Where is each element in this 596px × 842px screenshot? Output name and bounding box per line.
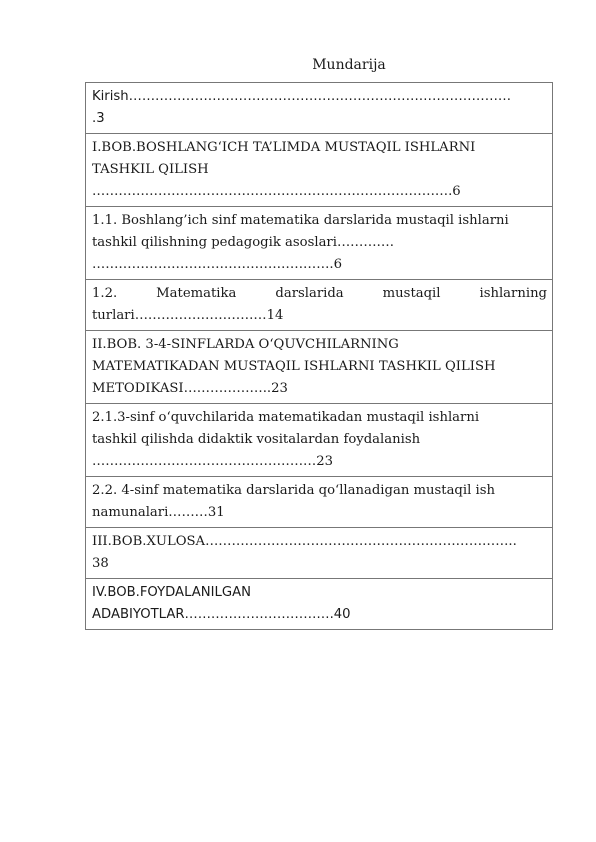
toc-entry-line: namunalari………31 [92,505,225,520]
toc-entry [86,83,553,134]
toc-entry-line: 1.2. Matematika darslarida mustaqil ishlarning [92,286,547,301]
toc-entry-line: ……………………………………………….6 [92,257,342,272]
toc-row-section-2-1 [86,404,553,477]
toc-entry-line: tashkil qilishning pedagogik asoslari…………. [92,235,394,250]
toc-entry-line: ADABIYOTLAR…………………………….40 [92,607,351,622]
toc-entry [86,207,553,280]
toc-entry [86,280,553,331]
toc-row-chapter-2 [86,331,553,404]
toc-entry-line: IV.BOB.FOYDALANILGAN [92,585,251,600]
toc-entry-line: III.BOB.XULOSA…………………………………………………………….. [92,534,517,549]
toc-entry-line: I.BOB.BOSHLANG‘ICH TA’LIMDA MUSTAQIL ISHLARNI [92,140,476,155]
toc-entry-line: 38 [92,556,109,571]
toc-row-section-1-1 [86,207,553,280]
toc-row-section-2-2 [86,477,553,528]
toc-entry [86,579,553,630]
toc-row-chapter-3 [86,528,553,579]
toc-entry [86,331,553,404]
toc-entry-line: .3 [92,111,105,126]
toc-entry-line: METODIKASI………………..23 [92,381,288,396]
toc-entry [86,477,553,528]
toc-entry-line: tashkil qilishda didaktik vositalardan foydalanish [92,432,421,447]
toc-entry-line: 2.1.3-sinf o‘quvchilarida matematikadan mustaqil ishlarni [92,410,480,425]
toc-entry-line: Kirish…………………………………………………………………………… [92,89,512,104]
toc-entry [86,404,553,477]
toc-entry-line: MATEMATIKADAN MUSTAQIL ISHLARNI TASHKIL QILISH [92,359,496,374]
toc-entry-line: turlari…………………………14 [92,308,284,323]
toc-row-section-1-2 [86,280,553,331]
table-of-contents [85,82,553,630]
toc-entry-line: 1.1. Boshlang’ich sinf matematika darslarida mustaqil ishlarni [92,213,509,228]
toc-entry-line: II.BOB. 3-4-SINFLARDA O‘QUVCHILARNING [92,337,399,352]
toc-entry-line: ……………………………………………23 [92,454,333,469]
toc-row-introduction [86,83,553,134]
toc-row-chapter-4 [86,579,553,630]
toc-entry [86,134,553,207]
toc-entry-line: 2.2. 4-sinf matematika darslarida qo‘llanadigan mustaqil ish [92,483,495,498]
toc-entry-line: ……………………………………………………………………….6 [92,184,461,199]
toc-row-chapter-1 [86,134,553,207]
toc-entry [86,528,553,579]
document-title: Mundarija [312,57,386,73]
toc-entry-line: TASHKIL QILISH [92,162,209,177]
